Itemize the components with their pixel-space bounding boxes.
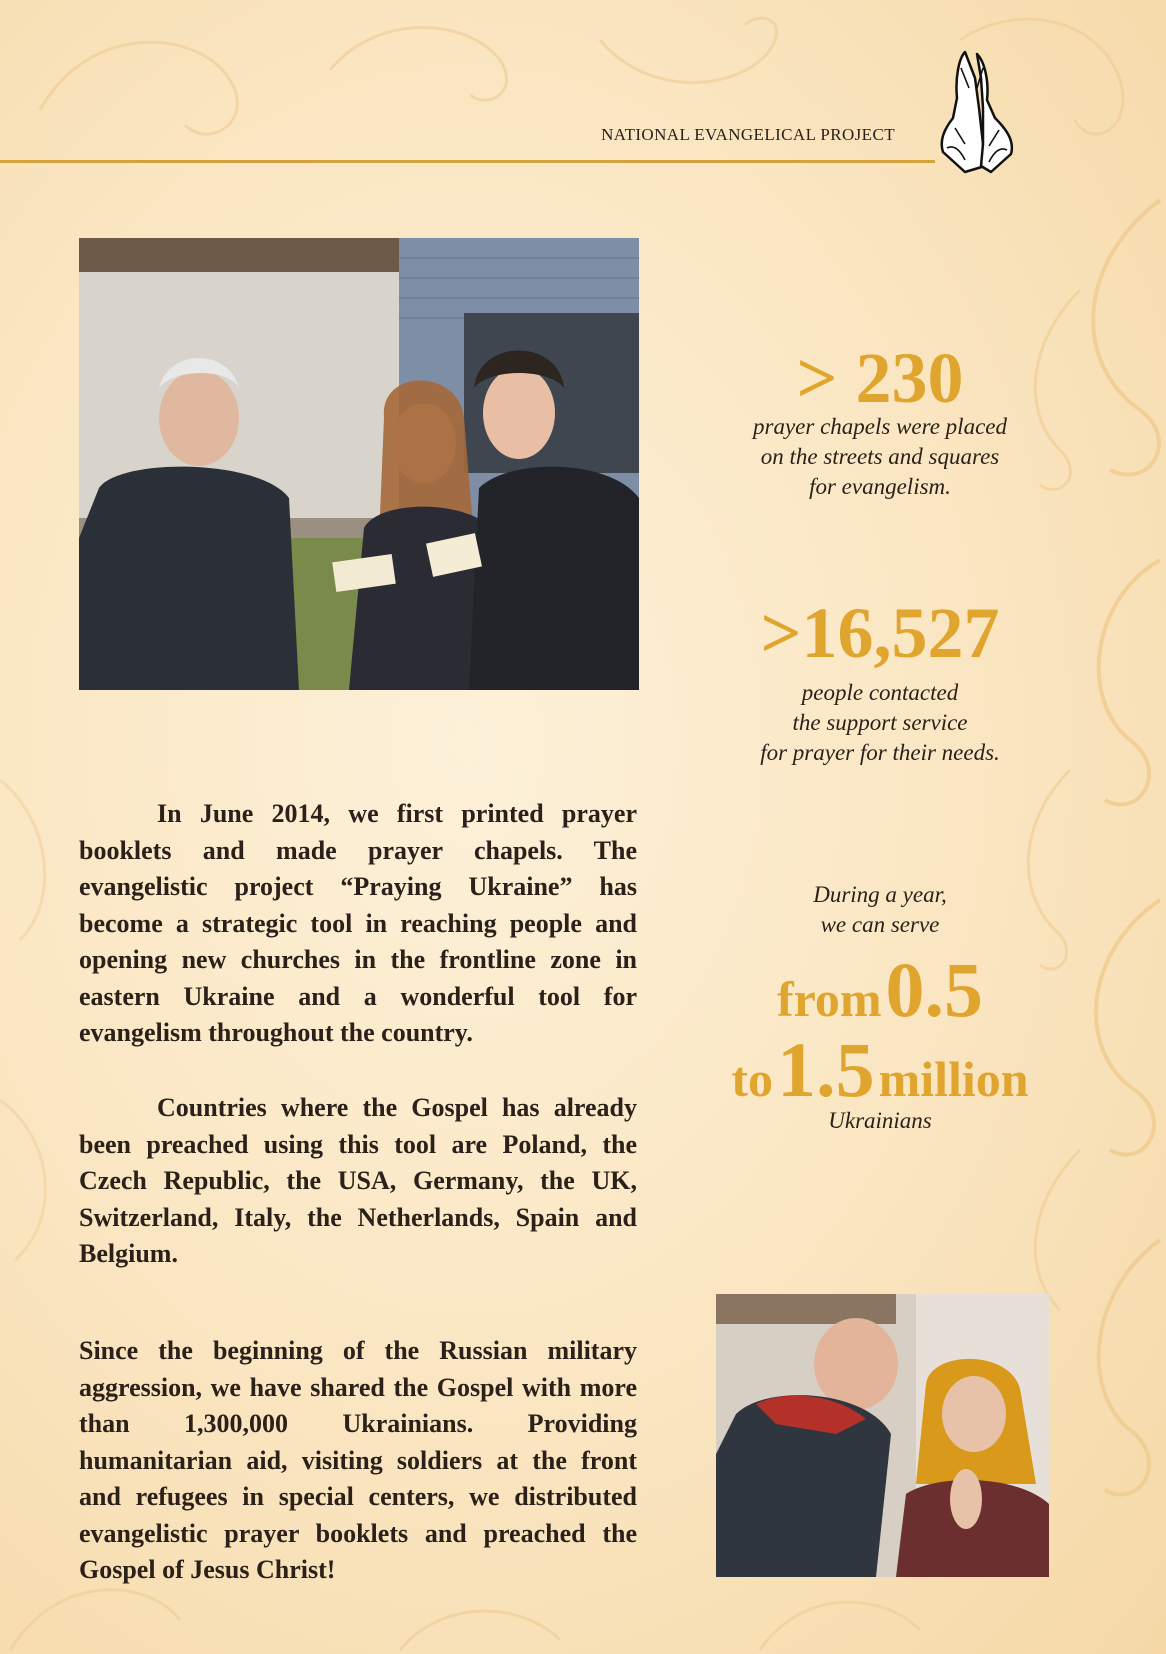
header-title: NATIONAL EVANGELICAL PROJECT	[601, 125, 895, 144]
body-paragraph-3: Since the beginning of the Russian military aggression, we have shared the Gospel with more than 1,300,000 Ukrainians. Providing humanitarian aid, visiting soldiers at the front and refugees in special centers, we distributed evangelistic prayer booklets and preached the Gospel of Jesus Christ!	[79, 1336, 637, 1584]
stat-serve-from-word: from	[776, 971, 882, 1027]
stat-contacts-caption: people contacted the support service for prayer for their needs.	[760, 680, 1000, 765]
body-paragraph-2: Countries where the Gospel has already been preached using this tool are Poland, the Czech Republic, the USA, Germany, the UK, Switzerland, Italy, the Netherlands, Spain and Belgium.	[79, 1093, 637, 1268]
stat-serve-unit: million	[878, 1051, 1029, 1107]
stat-serve-to-word: to	[731, 1051, 774, 1107]
stat-serve-from-value: 0.5	[885, 946, 984, 1033]
decorative-swirl-left	[0, 720, 80, 1320]
stat-contacts-number: >16,527	[760, 593, 1000, 673]
praying-hands-icon	[925, 48, 1030, 176]
stat-serve-caption: Ukrainians	[828, 1108, 932, 1133]
stat-serve-to-value: 1.5	[777, 1026, 875, 1113]
header-divider	[0, 160, 935, 163]
stat-chapels-caption: prayer chapels were placed on the streets and squares for evangelism.	[753, 414, 1007, 499]
photo-prayer-with-elderly-woman	[716, 1294, 1049, 1577]
body-paragraph-1: In June 2014, we first printed prayer booklets and made prayer chapels. The evangelistic project “Praying Ukraine” has become a strategic tool in reaching people and opening new churches in the frontline zone in eastern Ukraine and a wonderful tool for evangelism throughout the country.	[79, 799, 637, 1047]
stat-serve-intro: During a year, we can serve	[813, 882, 947, 937]
photo-street-evangelism	[79, 238, 639, 690]
stat-chapels-number: > 230	[796, 338, 964, 418]
